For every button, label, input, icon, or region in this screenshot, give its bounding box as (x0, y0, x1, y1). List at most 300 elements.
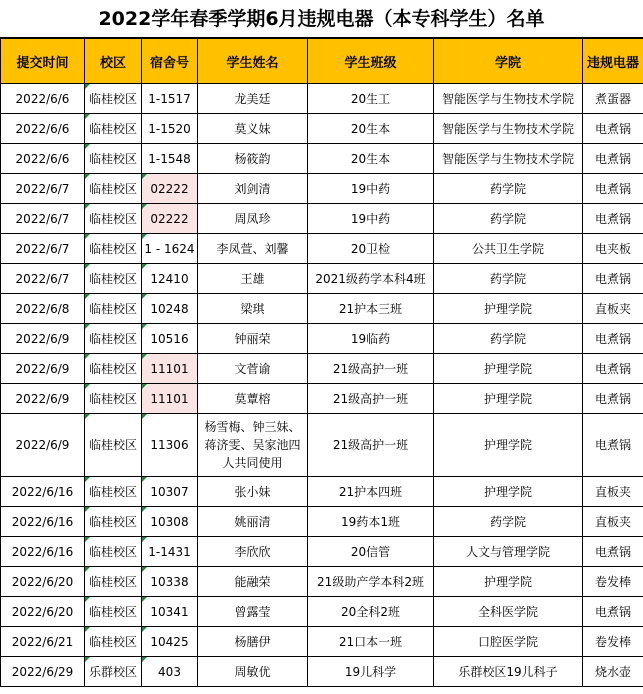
cell-campus-text: 临桂校区 (88, 515, 137, 529)
cell-student-class[interactable] (308, 144, 434, 174)
cell-device-text: 直板夹 (594, 302, 631, 316)
cell-date[interactable] (1, 114, 85, 144)
cell-student-name[interactable] (198, 84, 308, 114)
cell-date[interactable] (1, 477, 85, 507)
cell-college-text: 药学院 (489, 272, 526, 286)
cell-device-text: 电煮锅 (594, 152, 631, 166)
cell-date-text: 2022/6/16 (11, 484, 74, 499)
sheet-title: 2022学年春季学期6月违规电器（本专科学生）名单 (0, 0, 643, 38)
cell-date-text: 2022/6/6 (15, 121, 70, 136)
cell-room-text: 11101 (150, 391, 189, 406)
cell-college-text: 药学院 (489, 515, 526, 529)
cell-marker-icon (142, 657, 147, 662)
cell-marker-icon (85, 597, 90, 602)
cell-student-name[interactable] (198, 657, 308, 687)
header-device[interactable]: 违规电器 (583, 39, 643, 84)
cell-campus[interactable] (85, 414, 142, 477)
cell-college-text: 护理学院 (483, 302, 532, 316)
cell-college-text: 全科医学院 (477, 605, 538, 619)
cell-date-text: 2022/6/9 (15, 438, 70, 452)
cell-student-name[interactable] (198, 264, 308, 294)
cell-campus[interactable] (85, 204, 142, 234)
cell-date[interactable] (1, 537, 85, 567)
cell-marker-icon (85, 294, 90, 299)
cell-date[interactable] (1, 84, 85, 114)
cell-date[interactable] (1, 354, 85, 384)
table-row (1, 414, 643, 477)
cell-student-class-text: 21级高护一班 (332, 392, 409, 406)
cell-campus[interactable] (85, 144, 142, 174)
cell-college[interactable] (434, 507, 583, 537)
cell-room[interactable] (142, 414, 198, 477)
table-row (1, 507, 643, 537)
cell-student-class-text: 19中药 (350, 212, 391, 226)
cell-device[interactable] (583, 234, 643, 264)
cell-room-text: 10307 (150, 484, 189, 499)
cell-date-text: 2022/6/20 (11, 574, 74, 589)
cell-device[interactable] (583, 174, 643, 204)
table-row (1, 84, 643, 114)
cell-room-text: 1-1548 (148, 151, 191, 166)
cell-room[interactable] (142, 507, 198, 537)
cell-date-text: 2022/6/9 (15, 331, 70, 346)
header-room[interactable]: 宿舍号 (142, 39, 198, 84)
cell-date[interactable] (1, 294, 85, 324)
cell-campus-text: 乐群校区 (88, 665, 137, 679)
cell-campus-text: 临桂校区 (88, 212, 137, 226)
cell-college-text: 口腔医学院 (477, 635, 538, 649)
cell-room-text: 1-1431 (148, 544, 191, 559)
table-row (1, 477, 643, 507)
cell-marker-icon (85, 234, 90, 239)
cell-college-text: 药学院 (489, 182, 526, 196)
cell-student-name[interactable] (198, 477, 308, 507)
cell-college[interactable] (434, 597, 583, 627)
cell-college[interactable] (434, 537, 583, 567)
cell-device[interactable] (583, 567, 643, 597)
cell-device[interactable] (583, 114, 643, 144)
cell-student-class-text: 2021级药学本科4班 (315, 272, 426, 286)
violation-table (0, 38, 643, 687)
cell-college[interactable] (434, 204, 583, 234)
cell-student-name[interactable] (198, 114, 308, 144)
cell-device[interactable] (583, 354, 643, 384)
cell-student-name-text: 莫蕈榕 (234, 392, 271, 406)
cell-room-text: 10516 (150, 331, 189, 346)
cell-student-name-text: 杨膳伊 (234, 635, 271, 649)
cell-device[interactable] (583, 84, 643, 114)
cell-college[interactable] (434, 144, 583, 174)
cell-student-class[interactable] (308, 354, 434, 384)
cell-device-text: 电煮锅 (594, 545, 631, 559)
cell-device[interactable] (583, 597, 643, 627)
cell-device-text: 电煮锅 (594, 332, 631, 346)
cell-room[interactable] (142, 537, 198, 567)
cell-student-class[interactable] (308, 294, 434, 324)
cell-date-text: 2022/6/6 (15, 91, 70, 106)
cell-device[interactable] (583, 264, 643, 294)
cell-campus-text: 临桂校区 (88, 605, 137, 619)
cell-room-text: 1-1517 (148, 91, 191, 106)
cell-student-class-text: 20生工 (350, 92, 391, 106)
cell-device[interactable] (583, 204, 643, 234)
cell-date[interactable] (1, 414, 85, 477)
cell-marker-icon (142, 537, 147, 542)
cell-marker-icon (142, 477, 147, 482)
cell-room-text: 11306 (150, 438, 189, 452)
cell-date[interactable] (1, 324, 85, 354)
cell-campus-text: 临桂校区 (88, 545, 137, 559)
cell-student-name[interactable] (198, 507, 308, 537)
cell-device[interactable] (583, 537, 643, 567)
cell-room[interactable] (142, 144, 198, 174)
cell-college[interactable] (434, 174, 583, 204)
cell-student-name[interactable] (198, 384, 308, 414)
cell-student-name[interactable] (198, 144, 308, 174)
cell-device-text: 电煮锅 (594, 212, 631, 226)
cell-college-text: 护理学院 (483, 362, 532, 376)
cell-student-class-text: 20生本 (350, 122, 391, 136)
table-row (1, 204, 643, 234)
cell-room[interactable] (142, 264, 198, 294)
cell-marker-icon (85, 384, 90, 389)
cell-college[interactable] (434, 384, 583, 414)
cell-student-class[interactable] (308, 384, 434, 414)
cell-date[interactable] (1, 657, 85, 687)
cell-student-name-text: 文菅谕 (234, 362, 271, 376)
cell-marker-icon (142, 627, 147, 632)
cell-device-text: 电煮锅 (594, 392, 631, 406)
cell-date-text: 2022/6/7 (15, 271, 70, 286)
cell-date[interactable] (1, 264, 85, 294)
cell-student-class[interactable] (308, 657, 434, 687)
table-row (1, 264, 643, 294)
cell-student-name[interactable] (198, 354, 308, 384)
cell-device-text: 电煮锅 (594, 182, 631, 196)
cell-device[interactable] (583, 144, 643, 174)
cell-student-name-text: 龙美廷 (234, 92, 271, 106)
cell-college[interactable] (434, 354, 583, 384)
cell-campus-text: 临桂校区 (88, 122, 137, 136)
cell-student-name-text: 周凤珍 (234, 212, 271, 226)
cell-device-text: 煮蛋器 (594, 92, 631, 106)
cell-student-class-text: 20生本 (350, 152, 391, 166)
cell-marker-icon (142, 294, 147, 299)
cell-device[interactable] (583, 657, 643, 687)
cell-college[interactable] (434, 234, 583, 264)
table-row (1, 174, 643, 204)
cell-room[interactable] (142, 627, 198, 657)
cell-student-class[interactable] (308, 174, 434, 204)
cell-room-text: 12410 (150, 271, 189, 286)
cell-room-text: 02222 (150, 181, 189, 196)
cell-student-name-text: 李欣欣 (234, 545, 271, 559)
cell-device[interactable] (583, 414, 643, 477)
cell-college-text: 乐群校区19儿科子 (458, 665, 558, 679)
cell-date[interactable] (1, 384, 85, 414)
cell-room[interactable] (142, 174, 198, 204)
cell-device-text: 电煮锅 (594, 438, 631, 452)
cell-date-text: 2022/6/7 (15, 211, 70, 226)
cell-student-class-text: 19中药 (350, 182, 391, 196)
cell-student-class[interactable] (308, 204, 434, 234)
header-row (1, 39, 643, 84)
cell-device[interactable] (583, 324, 643, 354)
cell-student-name[interactable] (198, 174, 308, 204)
cell-device-text: 电煮锅 (594, 272, 631, 286)
cell-room[interactable] (142, 657, 198, 687)
cell-campus-text: 临桂校区 (88, 92, 137, 106)
cell-marker-icon (85, 537, 90, 542)
cell-marker-icon (85, 567, 90, 572)
cell-student-name[interactable] (198, 324, 308, 354)
cell-college-text: 护理学院 (483, 438, 532, 452)
table-row (1, 627, 643, 657)
cell-room[interactable] (142, 234, 198, 264)
cell-student-name-text: 张小妹 (234, 485, 271, 499)
cell-device[interactable] (583, 627, 643, 657)
cell-room[interactable] (142, 114, 198, 144)
cell-marker-icon (85, 354, 90, 359)
cell-marker-icon (85, 114, 90, 119)
cell-room[interactable] (142, 354, 198, 384)
cell-device[interactable] (583, 384, 643, 414)
cell-student-class[interactable] (308, 414, 434, 477)
cell-student-class-text: 20全科2班 (341, 605, 400, 619)
cell-date-text: 2022/6/9 (15, 391, 70, 406)
cell-campus-text: 临桂校区 (88, 392, 137, 406)
cell-room-text: 10425 (150, 634, 189, 649)
cell-college[interactable] (434, 414, 583, 477)
cell-student-class-text: 19临药 (350, 332, 391, 346)
cell-student-name[interactable] (198, 567, 308, 597)
table-row (1, 597, 643, 627)
header-date[interactable]: 提交时间 (1, 39, 85, 84)
cell-campus[interactable] (85, 84, 142, 114)
cell-date-text: 2022/6/7 (15, 241, 70, 256)
cell-student-class[interactable] (308, 264, 434, 294)
cell-campus-text: 临桂校区 (88, 575, 137, 589)
cell-date-text: 2022/6/20 (11, 604, 74, 619)
cell-college[interactable] (434, 324, 583, 354)
cell-campus[interactable] (85, 507, 142, 537)
cell-student-class-text: 21级助产学本科2班 (317, 575, 424, 589)
header-student-class[interactable]: 学生班级 (308, 39, 434, 84)
cell-campus[interactable] (85, 597, 142, 627)
cell-student-name-text: 杨雪梅、钟三妹、蒋济雯、吴家池四人共同使用 (204, 420, 301, 470)
cell-college-text: 药学院 (489, 332, 526, 346)
cell-student-class-text: 19药本1班 (341, 515, 400, 529)
cell-student-class[interactable] (308, 597, 434, 627)
cell-student-class[interactable] (308, 507, 434, 537)
cell-college[interactable] (434, 657, 583, 687)
cell-room[interactable] (142, 567, 198, 597)
cell-campus-text: 临桂校区 (88, 635, 137, 649)
cell-college[interactable] (434, 477, 583, 507)
cell-campus-text: 临桂校区 (88, 362, 137, 376)
cell-campus-text: 临桂校区 (88, 485, 137, 499)
cell-student-name-text: 梁琪 (240, 302, 265, 316)
cell-marker-icon (142, 354, 147, 359)
cell-college[interactable] (434, 84, 583, 114)
header-student-name[interactable]: 学生姓名 (198, 39, 308, 84)
cell-student-class-text: 21护本三班 (338, 302, 403, 316)
cell-room[interactable] (142, 294, 198, 324)
cell-student-name-text: 刘剑清 (234, 182, 271, 196)
cell-campus[interactable] (85, 627, 142, 657)
cell-student-class[interactable] (308, 537, 434, 567)
cell-student-name[interactable] (198, 537, 308, 567)
table-row (1, 144, 643, 174)
cell-college[interactable] (434, 567, 583, 597)
cell-student-class[interactable] (308, 627, 434, 657)
cell-student-class[interactable] (308, 114, 434, 144)
cell-device-text: 直板夹 (594, 485, 631, 499)
cell-college-text: 智能医学与生物技术学院 (441, 152, 574, 166)
cell-college[interactable] (434, 627, 583, 657)
cell-date[interactable] (1, 507, 85, 537)
cell-date[interactable] (1, 567, 85, 597)
header-campus[interactable]: 校区 (85, 39, 142, 84)
cell-room-text: 11101 (150, 361, 189, 376)
cell-college-text: 智能医学与生物技术学院 (441, 92, 574, 106)
cell-student-name[interactable] (198, 627, 308, 657)
cell-room-text: 1 - 1624 (144, 241, 195, 256)
cell-student-name-text: 李凤萱、刘馨 (216, 242, 289, 256)
cell-campus-text: 临桂校区 (88, 332, 137, 346)
cell-campus[interactable] (85, 264, 142, 294)
cell-room-text: 10341 (150, 604, 189, 619)
cell-student-name-text: 钟丽荣 (234, 332, 271, 346)
cell-room-text: 403 (158, 664, 181, 679)
cell-student-class-text: 20卫检 (350, 242, 391, 256)
cell-campus[interactable] (85, 354, 142, 384)
cell-date-text: 2022/6/29 (11, 664, 74, 679)
cell-campus-text: 临桂校区 (88, 302, 137, 316)
cell-college-text: 人文与管理学院 (465, 545, 550, 559)
cell-student-name-text: 莫义妹 (234, 122, 271, 136)
cell-student-class-text: 19儿科学 (344, 665, 397, 679)
cell-marker-icon (85, 204, 90, 209)
cell-marker-icon (85, 324, 90, 329)
cell-date[interactable] (1, 204, 85, 234)
cell-student-name-text: 能融荣 (234, 575, 271, 589)
cell-campus[interactable] (85, 324, 142, 354)
cell-marker-icon (142, 597, 147, 602)
cell-campus[interactable] (85, 174, 142, 204)
cell-date-text: 2022/6/6 (15, 151, 70, 166)
cell-room[interactable] (142, 84, 198, 114)
header-college[interactable]: 学院 (434, 39, 583, 84)
cell-student-class-text: 20信管 (350, 545, 391, 559)
cell-campus-text: 临桂校区 (88, 242, 137, 256)
cell-device[interactable] (583, 477, 643, 507)
cell-student-class[interactable] (308, 324, 434, 354)
cell-student-class[interactable] (308, 84, 434, 114)
cell-device-text: 卷发棒 (594, 635, 631, 649)
cell-date[interactable] (1, 234, 85, 264)
cell-college[interactable] (434, 114, 583, 144)
cell-campus[interactable] (85, 234, 142, 264)
cell-campus-text: 临桂校区 (88, 182, 137, 196)
cell-campus-text: 临桂校区 (88, 152, 137, 166)
cell-campus[interactable] (85, 294, 142, 324)
cell-student-name[interactable] (198, 204, 308, 234)
cell-campus[interactable] (85, 477, 142, 507)
cell-campus[interactable] (85, 657, 142, 687)
cell-college-text: 智能医学与生物技术学院 (441, 122, 574, 136)
cell-marker-icon (142, 567, 147, 572)
table-row (1, 114, 643, 144)
cell-student-class-text: 21级高护一班 (332, 438, 409, 452)
cell-student-name-text: 曾露莹 (234, 605, 271, 619)
cell-campus[interactable] (85, 567, 142, 597)
cell-device-text: 电夹板 (594, 242, 631, 256)
cell-student-class[interactable] (308, 477, 434, 507)
cell-room[interactable] (142, 204, 198, 234)
table-row (1, 537, 643, 567)
cell-college[interactable] (434, 264, 583, 294)
cell-room-text: 10338 (150, 574, 189, 589)
cell-room[interactable] (142, 597, 198, 627)
cell-room[interactable] (142, 324, 198, 354)
cell-room[interactable] (142, 477, 198, 507)
cell-device-text: 卷发棒 (594, 575, 631, 589)
cell-date[interactable] (1, 597, 85, 627)
cell-device-text: 直板夹 (594, 515, 631, 529)
cell-marker-icon (142, 234, 147, 239)
cell-campus[interactable] (85, 384, 142, 414)
cell-student-name[interactable] (198, 234, 308, 264)
cell-marker-icon (85, 477, 90, 482)
cell-student-name[interactable] (198, 597, 308, 627)
cell-college[interactable] (434, 294, 583, 324)
cell-device-text: 电煮锅 (594, 605, 631, 619)
cell-student-name-text: 王雄 (240, 272, 265, 286)
cell-campus[interactable] (85, 537, 142, 567)
cell-student-name-text: 姚丽清 (234, 515, 271, 529)
cell-student-name[interactable] (198, 294, 308, 324)
cell-campus[interactable] (85, 114, 142, 144)
cell-device[interactable] (583, 294, 643, 324)
cell-room-text: 1-1520 (148, 121, 191, 136)
cell-student-class[interactable] (308, 567, 434, 597)
cell-date-text: 2022/6/7 (15, 181, 70, 196)
cell-date[interactable] (1, 144, 85, 174)
cell-marker-icon (85, 627, 90, 632)
cell-marker-icon (142, 507, 147, 512)
cell-student-name-text: 杨筱韵 (234, 152, 271, 166)
cell-student-name[interactable] (198, 414, 308, 477)
cell-room-text: 02222 (150, 211, 189, 226)
cell-marker-icon (85, 414, 90, 419)
cell-marker-icon (142, 174, 147, 179)
cell-student-class[interactable] (308, 234, 434, 264)
cell-date-text: 2022/6/16 (11, 514, 74, 529)
cell-student-class-text: 21级高护一班 (332, 362, 409, 376)
cell-marker-icon (142, 384, 147, 389)
table-row (1, 657, 643, 687)
cell-room[interactable] (142, 384, 198, 414)
cell-date[interactable] (1, 174, 85, 204)
cell-date-text: 2022/6/21 (11, 634, 74, 649)
cell-marker-icon (85, 84, 90, 89)
cell-date[interactable] (1, 627, 85, 657)
cell-device-text: 电煮锅 (594, 122, 631, 136)
cell-marker-icon (85, 144, 90, 149)
table-row (1, 324, 643, 354)
cell-device[interactable] (583, 507, 643, 537)
